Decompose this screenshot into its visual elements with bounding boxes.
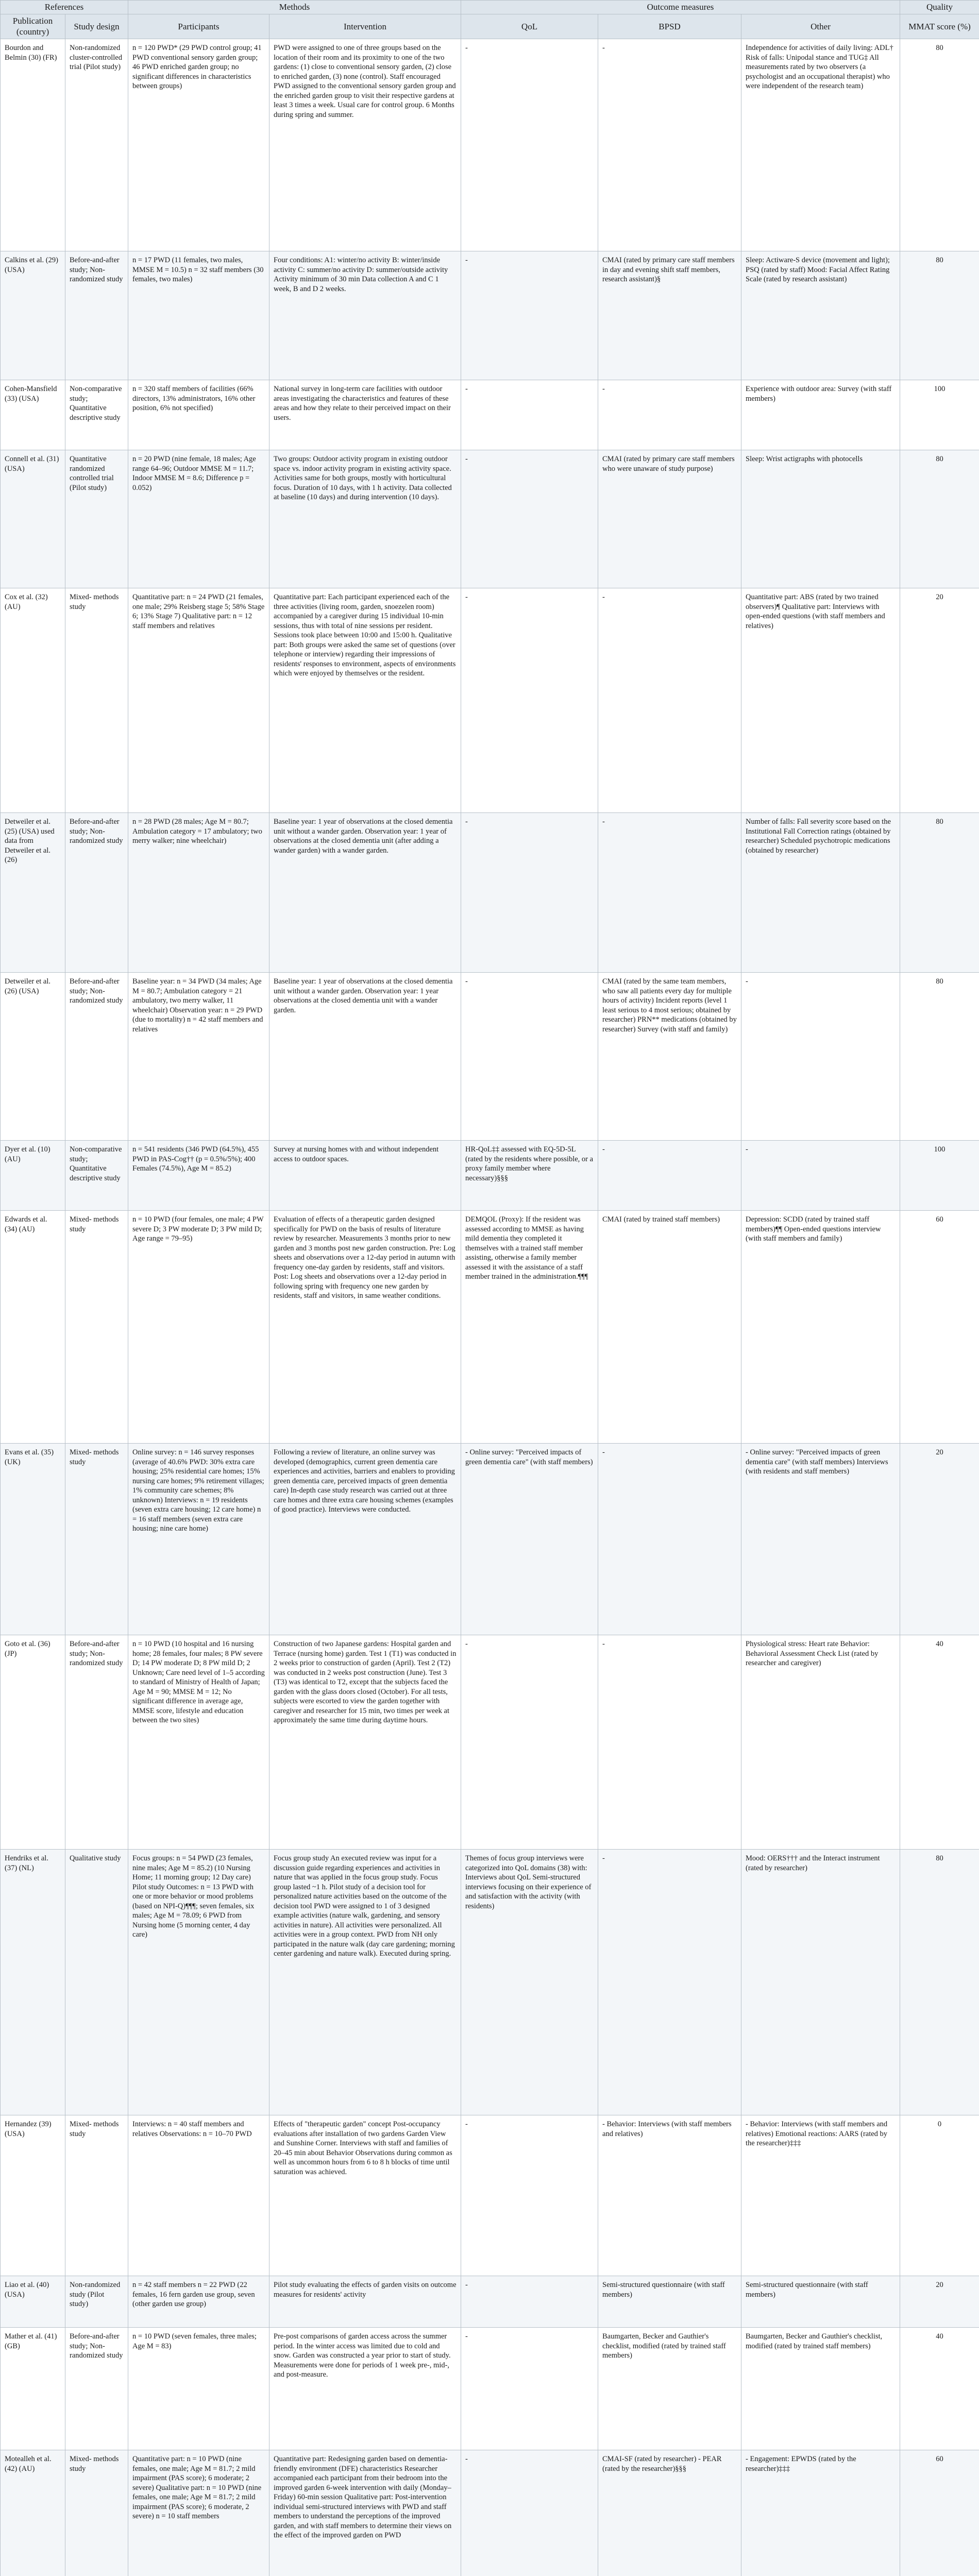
cell-intervention: Quantitative part: Each participant experienced each of the three activities (living room, garden, snoezelen room) accompanied by a caregiver during 15 individual 10-min sessions, thus with total of nine sessions per resident. Sessions took place between 10:00 and 15:00 h. Qualitative part: Both groups were asked the same set of questions (over telephone or interview) regarding their impressions of residents' responses to environment, aspects of environments which were enjoyed by themselves or the resident. xyxy=(269,588,461,813)
cell-qol: - Online survey: "Perceived impacts of green dementia care" (with staff members) xyxy=(461,1444,598,1635)
cell-other: Experience with outdoor area: Survey (with staff members) xyxy=(741,380,900,450)
cell-other: Baumgarten, Becker and Gauthier's checklist, modified (rated by trained staff members) xyxy=(741,2328,900,2450)
cell-other: Number of falls: Fall severity score based on the Institutional Fall Correction ratings (obtained by researcher) Scheduled psychotropic medications (obtained by researcher) xyxy=(741,813,900,973)
cell-other: Depression: SCDD (rated by trained staff members)¶¶ Open-ended questions interview (with staff members and family) xyxy=(741,1211,900,1444)
cell-pub: Edwards et al. (34) (AU) xyxy=(1,1211,65,1444)
cell-qol: - xyxy=(461,973,598,1141)
table-row xyxy=(1,2115,979,2276)
cell-design: Mixed- methods study xyxy=(65,1444,128,1635)
cell-design: Non-comparative study; Quantitative descriptive study xyxy=(65,380,128,450)
cell-participants: Quantitative part: n = 10 PWD (nine females, one male; Age M = 81.7; 2 mild impairment (PAS score); 6 moderate; 2 severe) Qualitative part: n = 10 PWD (nine females, one male; Age M = 81.7; 2 mild impairment (PAS score); 6 moderate, 2 severe) n = 10 staff members xyxy=(128,2450,269,2576)
table-row xyxy=(1,973,979,1141)
cell-mmat: 100 xyxy=(900,380,979,450)
cell-bpsd: CMAI (rated by trained staff members) xyxy=(598,1211,741,1444)
cell-design: Before-and-after study; Non-randomized study xyxy=(65,1635,128,1850)
header-qol: QoL xyxy=(461,14,598,39)
cell-intervention: Evaluation of effects of a therapeutic garden designed specifically for PWD on the basis of results of literature review by researcher. Measurements 3 months prior to new garden and 3 months post new garden construction. Pre: Log sheets and observations over a 12-day period in autumn with frequency one-day garden by residents, staff and visitors. Post: Log sheets and observations over a 12-day period in following spring with frequency one new garden by residents, staff and visitors, in same weather conditions. xyxy=(269,1211,461,1444)
cell-design: Before-and-after study; Non-randomized study xyxy=(65,813,128,973)
cell-participants: n = 28 PWD (28 males; Age M = 80.7; Ambulation category = 17 ambulatory; two merry walker; nine wheelchair) xyxy=(128,813,269,973)
cell-mmat: 80 xyxy=(900,251,979,380)
cell-qol: Themes of focus group interviews were categorized into QoL domains (38) with: Interviews about QoL Semi-structured interviews focusing on their experience of and satisfaction with the activity (with residents) xyxy=(461,1850,598,2115)
cell-qol: HR-QoL‡‡ assessed with EQ-5D-5L (rated by the residents where possible, or a proxy family member where necessary)§§§ xyxy=(461,1141,598,1211)
table-row xyxy=(1,1141,979,1211)
cell-mmat: 80 xyxy=(900,1850,979,2115)
cell-intervention: Quantitative part: Redesigning garden based on dementia-friendly environment (DFE) characteristics Researcher accompanied each participant from their bedroom into the improved garden 6-week intervention with daily (Monday–Friday) 60-min session Qualitative part: Post-intervention individual semi-structured interviews with PWD and staff members to understand the perceptions of the improved garden, and with staff members to determine their views on the effect of the improved garden on PWD xyxy=(269,2450,461,2576)
table-row xyxy=(1,2276,979,2328)
cell-qol: - xyxy=(461,2328,598,2450)
header-intervention: Intervention xyxy=(269,14,461,39)
cell-other: Sleep: Wrist actigraphs with photocells xyxy=(741,450,900,588)
cell-mmat: 60 xyxy=(900,1211,979,1444)
cell-bpsd: - xyxy=(598,1444,741,1635)
cell-participants: n = 10 PWD (four females, one male; 4 PW severe D; 3 PW moderate D; 3 PW mild D; Age range = 79–95) xyxy=(128,1211,269,1444)
cell-design: Before-and-after study; Non-randomized study xyxy=(65,2328,128,2450)
cell-qol: - xyxy=(461,2450,598,2576)
table-row xyxy=(1,813,979,973)
cell-participants: n = 10 PWD (seven females, three males; Age M = 83) xyxy=(128,2328,269,2450)
cell-bpsd: - xyxy=(598,380,741,450)
cell-bpsd: Semi-structured questionnaire (with staff members) xyxy=(598,2276,741,2328)
cell-participants: n = 120 PWD* (29 PWD control group; 41 PWD conventional sensory garden group; 46 PWD enriched garden group; no significant differences in characteristics between groups) xyxy=(128,39,269,251)
cell-other: - Engagement: EPWDS (rated by the researcher)‡‡‡ xyxy=(741,2450,900,2576)
cell-other: Sleep: Actiware-S device (movement and light); PSQ (rated by staff) Mood: Facial Affect Rating Scale (rated by research assistant) xyxy=(741,251,900,380)
cell-mmat: 60 xyxy=(900,2450,979,2576)
cell-design: Mixed- methods study xyxy=(65,1211,128,1444)
cell-qol: - xyxy=(461,2276,598,2328)
cell-qol: - xyxy=(461,380,598,450)
table-row xyxy=(1,588,979,813)
header-bpsd: BPSD xyxy=(598,14,741,39)
cell-pub: Mather et al. (41) (GB) xyxy=(1,2328,65,2450)
cell-bpsd: CMAI (rated by primary care staff members in day and evening shift staff members, research assistant)§ xyxy=(598,251,741,380)
cell-other: Physiological stress: Heart rate Behavior: Behavioral Assessment Check List (rated by researcher and caregiver) xyxy=(741,1635,900,1850)
cell-intervention: PWD were assigned to one of three groups based on the location of their room and its proximity to one of the two gardens: (1) close to conventional sensory garden, (2) close to enriched garden, (3) none (control). Staff encouraged PWD assigned to the conventional sensory garden group and the enriched garden group to visit their respective gardens at least 3 times a week. Usual care for control group. 6 Months during spring and summer. xyxy=(269,39,461,251)
cell-participants: Baseline year: n = 34 PWD (34 males; Age M = 80.7; Ambulation category = 21 ambulatory, two merry walker, 11 wheelchair) Observation year: n = 29 PWD (due to mortality) n = 42 staff members and relatives xyxy=(128,973,269,1141)
cell-pub: Hernandez (39) (USA) xyxy=(1,2115,65,2276)
header-design: Study design xyxy=(65,14,128,39)
cell-pub: Bourdon and Belmin (30) (FR) xyxy=(1,39,65,251)
cell-bpsd: - xyxy=(598,588,741,813)
cell-intervention: Survey at nursing homes with and without independent access to outdoor spaces. xyxy=(269,1141,461,1211)
cell-participants: n = 541 residents (346 PWD (64.5%), 455 PWD in PAS-Cog†† (p = 0.5%/5%); 400 Females (74.5%), Age M = 85.2) xyxy=(128,1141,269,1211)
cell-participants: Online survey: n = 146 survey responses (average of 40.6% PWD: 30% extra care housing; 25% residential care homes; 15% nursing care homes; 9% retirement villages; 1% community care schemes; 8% unknown) Interviews: n = 19 residents (seven extra care housing; 12 care home) n = 16 staff members (seven extra care housing; nine care home) xyxy=(128,1444,269,1635)
header-mmat: MMAT score (%) xyxy=(900,14,979,39)
cell-pub: Calkins et al. (29) (USA) xyxy=(1,251,65,380)
cell-pub: Goto et al. (36) (JP) xyxy=(1,1635,65,1850)
cell-pub: Hendriks et al. (37) (NL) xyxy=(1,1850,65,2115)
cell-design: Before-and-after study; Non-randomized study xyxy=(65,973,128,1141)
cell-mmat: 80 xyxy=(900,39,979,251)
cell-mmat: 80 xyxy=(900,813,979,973)
cell-participants: Quantitative part: n = 24 PWD (21 females, one male; 29% Reisberg stage 5; 58% Stage 6; 13% Stage 7) Qualitative part: n = 12 staff members and relatives xyxy=(128,588,269,813)
header-group-quality: Quality xyxy=(900,1,979,14)
cell-qol: - xyxy=(461,39,598,251)
cell-other: Quantitative part: ABS (rated by two trained observers)¶ Qualitative part: Interviews with open-ended questions (with staff members and relatives) xyxy=(741,588,900,813)
cell-pub: Detweiler et al. (25) (USA) used data from Detweiler et al. (26) xyxy=(1,813,65,973)
cell-qol: DEMQOL (Proxy): If the resident was assessed according to MMSE as having mild dementia they completed it themselves with a trained staff member assisting, otherwise a family member assessed it with the assistance of a staff member trained in the administration.¶¶¶ xyxy=(461,1211,598,1444)
cell-pub: Connell et al. (31) (USA) xyxy=(1,450,65,588)
cell-mmat: 80 xyxy=(900,973,979,1141)
header-publication: Publication (country) xyxy=(1,14,65,39)
table-row xyxy=(1,251,979,380)
cell-intervention: Pilot study evaluating the effects of garden visits on outcome measures for residents' activity xyxy=(269,2276,461,2328)
header-group-methods: Methods xyxy=(128,1,461,14)
cell-bpsd: - xyxy=(598,1635,741,1850)
cell-mmat: 0 xyxy=(900,2115,979,2276)
table-row xyxy=(1,450,979,588)
header-group-references: References xyxy=(1,1,128,14)
cell-mmat: 20 xyxy=(900,1444,979,1635)
table-row xyxy=(1,2450,979,2576)
cell-intervention: Four conditions: A1: winter/no activity B: winter/inside activity C: summer/no activity D: summer/outside activity Activity minimum of 30 min Data collection A and C 1 week, B and D 2 weeks. xyxy=(269,251,461,380)
table-row xyxy=(1,1850,979,2115)
cell-intervention: National survey in long-term care facilities with outdoor areas investigating the characteristics and features of these areas and how they relate to their perceived impact on their users. xyxy=(269,380,461,450)
cell-design: Non-comparative study; Quantitative descriptive study xyxy=(65,1141,128,1211)
table-row xyxy=(1,1444,979,1635)
cell-intervention: Pre-post comparisons of garden access across the summer period. In the winter access was limited due to cold and snow. Garden was constructed a year prior to start of study. Measurements were done for periods of 1 week pre-, mid-, and post-measure. xyxy=(269,2328,461,2450)
cell-other: - Behavior: Interviews (with staff members and relatives) Emotional reactions: AARS (rated by the researcher)‡‡‡ xyxy=(741,2115,900,2276)
cell-other: - xyxy=(741,1141,900,1211)
cell-other: Mood: OERS††† and the Interact instrument (rated by researcher) xyxy=(741,1850,900,2115)
cell-intervention: Construction of two Japanese gardens: Hospital garden and Terrace (nursing home) garden. Test 1 (T1) was conducted in 2 weeks prior to construction of garden (April). Test 2 (T2) was conducted in 2 weeks post construction (June). Test 3 (T3) was identical to T2, except that the subjects faced the garden with the glass doors closed (October). For all tests, subjects were escorted to view the garden together with caregiver and researcher for 15 min, two times per week at approximately the same time during daytime hours. xyxy=(269,1635,461,1850)
cell-mmat: 20 xyxy=(900,2276,979,2328)
table-row xyxy=(1,1635,979,1850)
cell-intervention: Effects of "therapeutic garden" concept Post-occupancy evaluations after installation of two gardens Garden View and Sunshine Corner. Interviews with staff and families of 20–45 min about Behavior Observations during common as well as uncommon hours from 6 to 8 h blocks of time until saturation was achieved. xyxy=(269,2115,461,2276)
cell-bpsd: - Behavior: Interviews (with staff members and relatives) xyxy=(598,2115,741,2276)
cell-participants: n = 42 staff members n = 22 PWD (22 females, 16 fern garden use group, seven (other garden use group) xyxy=(128,2276,269,2328)
cell-other: - Online survey: "Perceived impacts of green dementia care" (with staff members) Interviews (with residents and staff members) xyxy=(741,1444,900,1635)
table-header xyxy=(1,1,979,39)
cell-qol: - xyxy=(461,251,598,380)
cell-pub: Liao et al. (40) (USA) xyxy=(1,2276,65,2328)
cell-bpsd: - xyxy=(598,39,741,251)
cell-participants: n = 10 PWD (10 hospital and 16 nursing home; 28 females, four males; 8 PW severe D; 14 PW moderate D; 8 PW mild D; 2 Unknown; Care need level of 1–5 according to standard of Ministry of Health of Japan; Age M = 90; MMSE M = 12; No significant difference in average age, MMSE score, lifestyle and education between the two sites) xyxy=(128,1635,269,1850)
cell-mmat: 80 xyxy=(900,450,979,588)
cell-intervention: Focus group study An executed review was input for a discussion guide regarding experiences and activities in nature that was applied in the focus group study. Focus group lasted ~1 h. Pilot study of a decision tool for personalized nature activities based on the outcome of the decision tool PWD were assigned to 1 of 3 designed example activities (nature walk, gardening, and sensory activities in nature). All activities were personalized. All activities were in a group context. PWD from NH only participated in the nature walk (day care gardening; morning center gardening and nature walk). Executed during spring. xyxy=(269,1850,461,2115)
cell-other: Semi-structured questionnaire (with staff members) xyxy=(741,2276,900,2328)
cell-mmat: 20 xyxy=(900,588,979,813)
cell-bpsd: CMAI-SF (rated by researcher) - PEAR (rated by the researcher)§§§ xyxy=(598,2450,741,2576)
cell-intervention: Following a review of literature, an online survey was developed (demographics, current green dementia care experiences and activities, barriers and enablers to providing green dementia care, perceived impacts of green dementia care) In-depth case study research was carried out at three care homes and three extra care housing schemes (examples of good practice). Interviews were conducted. xyxy=(269,1444,461,1635)
cell-other: Independence for activities of daily living: ADL† Risk of falls: Unipodal stance and TUG‡ All measurements rated by two observers (a psychologist and an occupational therapist) who were independent of the research team) xyxy=(741,39,900,251)
cell-qol: - xyxy=(461,2115,598,2276)
cell-design: Non-randomized cluster-controlled trial (Pilot study) xyxy=(65,39,128,251)
cell-qol: - xyxy=(461,1635,598,1850)
cell-bpsd: - xyxy=(598,1850,741,2115)
cell-design: Quantitative randomized controlled trial (Pilot study) xyxy=(65,450,128,588)
header-group-outcomes: Outcome measures xyxy=(461,1,900,14)
cell-intervention: Two groups: Outdoor activity program in existing outdoor space vs. indoor activity program in existing activity space. Activities same for both groups, mostly with horticultural focus. Duration of 10 days, with 1 h activity. Data collected at baseline (10 days) and during intervention (10 days). xyxy=(269,450,461,588)
cell-qol: - xyxy=(461,588,598,813)
table-row xyxy=(1,39,979,251)
cell-pub: Dyer et al. (10) (AU) xyxy=(1,1141,65,1211)
header-other: Other xyxy=(741,14,900,39)
cell-participants: n = 320 staff members of facilities (66% directors, 13% administrators, 16% other position, 6% not specified) xyxy=(128,380,269,450)
cell-bpsd: CMAI (rated by primary care staff members who were unaware of study purpose) xyxy=(598,450,741,588)
cell-pub: Cox et al. (32) (AU) xyxy=(1,588,65,813)
cell-participants: n = 17 PWD (11 females, two males, MMSE M = 10.5) n = 32 staff members (30 females, two males) xyxy=(128,251,269,380)
cell-qol: - xyxy=(461,813,598,973)
cell-design: Qualitative study xyxy=(65,1850,128,2115)
cell-participants: Interviews: n = 40 staff members and relatives Observations: n = 10–70 PWD xyxy=(128,2115,269,2276)
cell-mmat: 100 xyxy=(900,1141,979,1211)
cell-design: Non-randomized study (Pilot study) xyxy=(65,2276,128,2328)
cell-participants: n = 20 PWD (nine female, 18 males; Age range 64–96; Outdoor MMSE M = 11.7; Indoor MMSE M = 8.6; Difference p = 0.052) xyxy=(128,450,269,588)
cell-design: Mixed- methods study xyxy=(65,2450,128,2576)
cell-bpsd: - xyxy=(598,813,741,973)
table-row xyxy=(1,380,979,450)
cell-design: Before-and-after study; Non-randomized study xyxy=(65,251,128,380)
table-row xyxy=(1,1211,979,1444)
cell-pub: Motealleh et al. (42) (AU) xyxy=(1,2450,65,2576)
cell-pub: Detweiler et al. (26) (USA) xyxy=(1,973,65,1141)
cell-design: Mixed- methods study xyxy=(65,588,128,813)
cell-bpsd: - xyxy=(598,1141,741,1211)
cell-mmat: 40 xyxy=(900,2328,979,2450)
cell-intervention: Baseline year: 1 year of observations at the closed dementia unit without a wander garden. Observation year: 1 year observations at the closed dementia unit with a wander garden. xyxy=(269,973,461,1141)
cell-other: - xyxy=(741,973,900,1141)
cell-design: Mixed- methods study xyxy=(65,2115,128,2276)
cell-bpsd: Baumgarten, Becker and Gauthier's checklist, modified (rated by trained staff members) xyxy=(598,2328,741,2450)
cell-bpsd: CMAI (rated by the same team members, who saw all patients every day for multiple hours of activity) Incident reports (level 1 least serious to 4 most serious; obtained by researcher) PRN** medications (obtained by researcher) Survey (with staff and family) xyxy=(598,973,741,1141)
cell-pub: Evans et al. (35) (UK) xyxy=(1,1444,65,1635)
cell-intervention: Baseline year: 1 year of observations at the closed dementia unit without a wander garden. Observation year: 1 year of observations at the closed dementia unit (after adding a wander garden) with a wander garden. xyxy=(269,813,461,973)
cell-qol: - xyxy=(461,450,598,588)
cell-pub: Cohen-Mansfield (33) (USA) xyxy=(1,380,65,450)
table-row xyxy=(1,2328,979,2450)
header-participants: Participants xyxy=(128,14,269,39)
cell-mmat: 40 xyxy=(900,1635,979,1850)
cell-participants: Focus groups: n = 54 PWD (23 females, nine males; Age M = 85.2) (10 Nursing Home; 11 morning group; 12 Day care) Pilot study Outcomes: n = 13 PWD with one or more behavior or mood problems (based on NPI-Q)¶¶¶; seven females, six males; Age M = 78.09; 6 PWD from Nursing home (5 morning center, 4 day care) xyxy=(128,1850,269,2115)
